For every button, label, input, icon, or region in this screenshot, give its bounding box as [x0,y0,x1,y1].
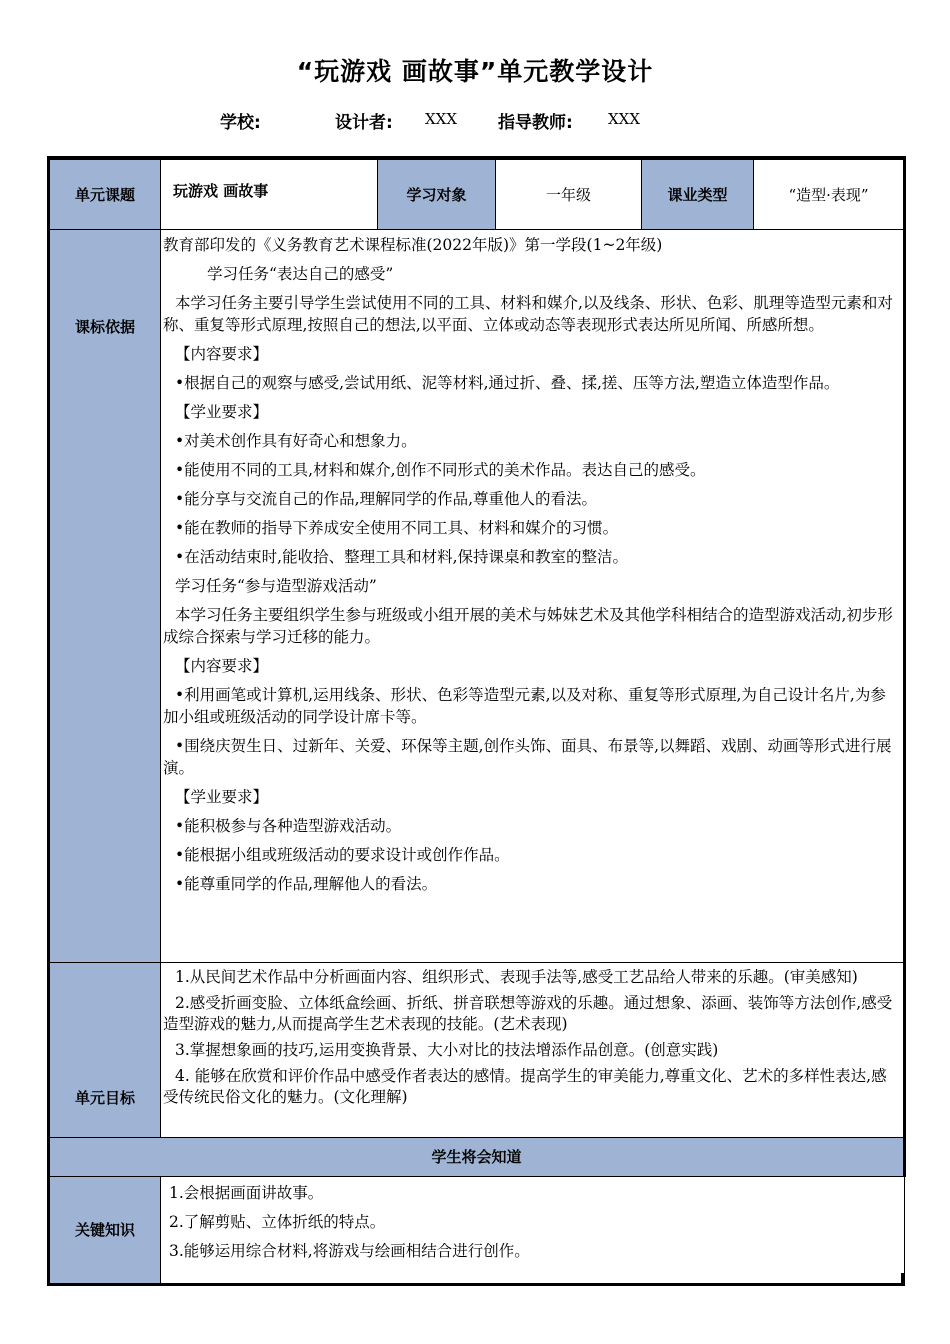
standards-line: 【内容要求】 [175,656,269,675]
standards-line: 【学业要求】 [175,787,269,806]
designer-label: 设计者: [335,113,393,133]
section-band: 学生将会知道 [49,1137,905,1176]
standards-line: 教育部印发的《义务教育艺术课程标准(2022年版)》第一学段(1~2年级) [163,235,663,254]
objectives-label: 单元目标 [49,962,161,1137]
standards-line: •能在教师的指导下养成安全使用不同工具、材料和媒介的习惯。 [175,518,619,537]
standards-line: •能积极参与各种造型游戏活动。 [175,816,402,835]
row-band [49,1137,905,1176]
objectives-content [161,962,905,1137]
standards-line: 学习任务“表达自己的感受” [207,264,394,283]
standards-line: 学习任务“参与造型游戏活动” [175,576,377,595]
knowledge-line: 1.会根据画面讲故事。 [169,1183,324,1202]
table-edge-mark [901,1273,905,1285]
meta-line [0,108,950,134]
row-basic-info [49,158,905,229]
standards-line: 【内容要求】 [175,344,269,363]
advisor-label: 指导教师: [498,113,573,133]
standards-line: 本学习任务主要组织学生参与班级或小组开展的美术与姊妹艺术及其他学科相结合的造型游戏活动,初步形成综合探索与学习迁移的能力。 [163,605,893,646]
standards-line: •能使用不同的工具,材料和媒介,创作不同形式的美术作品。表达自己的感受。 [175,460,706,479]
type-label: 课业类型 [642,158,754,229]
standards-line: 【学业要求】 [175,402,269,421]
type-value: “造型·表现” [754,158,905,229]
designer-value: XXX [425,110,458,128]
standards-label: 课标依据 [49,229,161,962]
standards-line: •在活动结束时,能收拾、整理工具和材料,保持课桌和教室的整洁。 [175,547,628,566]
standards-line: 本学习任务主要引导学生尝试使用不同的工具、材料和媒介,以及线条、形状、色彩、肌理等造型元素和对称、重复等形式原理,按照自己的想法,以平面、立体或动态等表现形式表达所见所闻、所感所想。 [163,293,893,334]
standards-content [161,229,905,962]
audience-label: 学习对象 [378,158,496,229]
audience-value: 一年级 [496,158,642,229]
standards-line: •能分享与交流自己的作品,理解同学的作品,尊重他人的看法。 [175,489,597,508]
standards-line: •能尊重同学的作品,理解他人的看法。 [175,874,438,893]
standards-line: •利用画笔或计算机,运用线条、形状、色彩等造型元素,以及对称、重复等形式原理,为自己设计名片,为参加小组或班级活动的同学设计席卡等。 [163,685,886,726]
school-label: 学校: [220,113,261,133]
objective-line: 3.掌握想象画的技巧,运用变换背景、大小对比的技法增添作品创意。(创意实践) [175,1040,719,1059]
knowledge-line: 2.了解剪贴、立体折纸的特点。 [169,1212,386,1231]
standards-line: •围绕庆贺生日、过新年、关爱、环保等主题,创作头饰、面具、布景等,以舞蹈、戏剧、动画等形式进行展演。 [163,736,892,777]
row-objectives [49,962,905,1137]
knowledge-line: 3.能够运用综合材料,将游戏与绘画相结合进行创作。 [169,1241,530,1260]
unit-title-label: 单元课题 [49,158,161,229]
knowledge-label: 关键知识 [49,1176,161,1284]
advisor-value: XXX [608,110,641,128]
page-title: “玩游戏 画故事”单元教学设计 [296,57,654,86]
standards-line: •能根据小组或班级活动的要求设计或创作作品。 [175,845,510,864]
row-knowledge [49,1176,905,1284]
row-standards [49,229,905,962]
knowledge-content [161,1176,905,1284]
design-table [47,156,906,1286]
standards-line: •对美术创作具有好奇心和想象力。 [175,431,417,450]
objective-line: 1.从民间艺术作品中分析画面内容、组织形式、表现手法等,感受工艺品给人带来的乐趣。(审美感知) [175,967,858,986]
objective-line: 2.感受折画变脸、立体纸盒绘画、折纸、拼音联想等游戏的乐趣。通过想象、添画、装饰等方法创作,感受造型游戏的魅力,从而提高学生艺术表现的技能。(艺术表现) [163,993,893,1033]
unit-title-value: 玩游戏 画故事 [161,158,378,229]
standards-line: •根据自己的观察与感受,尝试用纸、泥等材料,通过折、叠、揉,搓、压等方法,塑造立体造型作品。 [175,373,840,392]
objective-line: 4. 能够在欣赏和评价作品中感受作者表达的感情。提高学生的审美能力,尊重文化、艺术的多样性表达,感受传统民俗文化的魅力。(文化理解) [163,1066,887,1106]
